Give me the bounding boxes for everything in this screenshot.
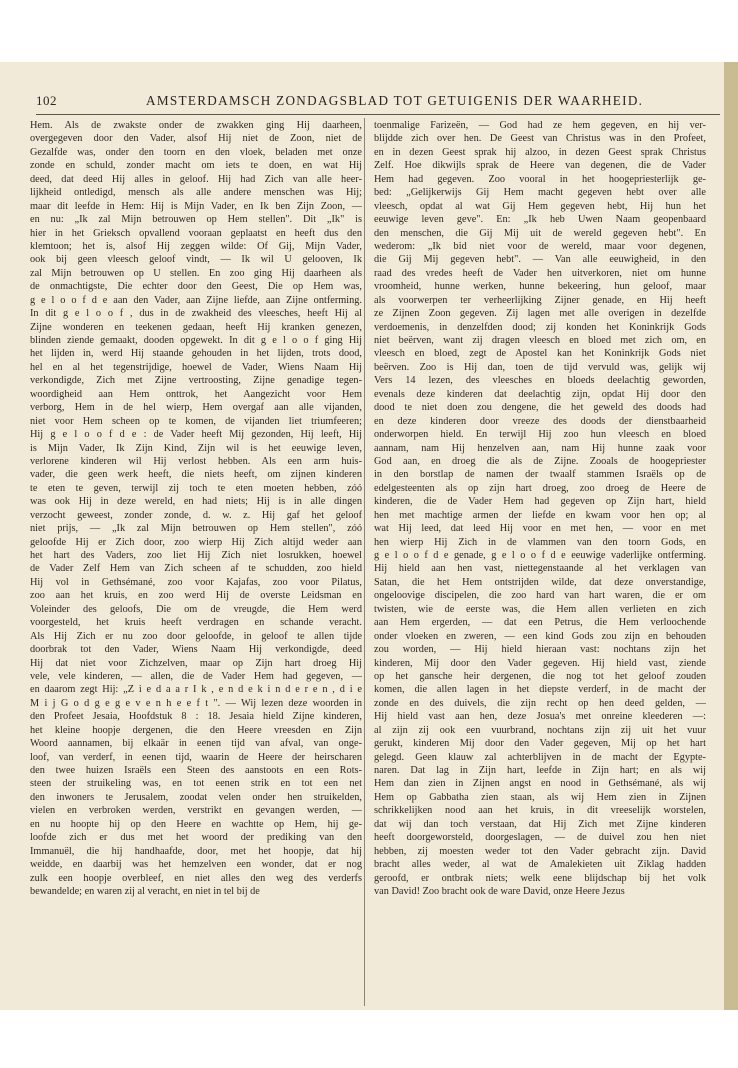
- text-line: bracht alles weder, al wat de Amalekieten uit Ziklag hadden: [374, 859, 706, 871]
- text-line: zulk een hoopje overbleef, en niet alles den weg des verderfs: [30, 872, 362, 884]
- text-line: vleesch en bloed, zegt de Apostel kan het Koninkrijk Gods niet: [374, 348, 706, 360]
- text-line: blinden ziende gemaakt, dooden opgewekt. In dit g e l o o f ging Hij: [30, 335, 362, 346]
- text-line: als voorwerpen ter verheerlijking Zijner genade, en Hij heeft: [374, 294, 706, 306]
- text-line: verzocht geweest, zonder zonde, d. w. z. Hij gaf het geloof: [30, 509, 362, 521]
- text-line: ze Zijnen Zoon gegeven. Zij lagen met alle overigen in dezelfde: [374, 308, 706, 320]
- text-line: Hij dat niet voor Zichzelven, maar op Zijn hart droeg Hij: [30, 657, 362, 669]
- text-line: niet voor Hem scheen op te komen, de vijanden liet triumfeeren;: [30, 415, 362, 427]
- text-line: wederom: „Ik bid niet voor de wereld, maar voor degenen,: [374, 240, 706, 252]
- text-line: den menschen, die Gij Mij uit de wereld gegeven hebt". En: [374, 227, 706, 239]
- text-line: schrikkelijken nood aan het kruis, in dit vreeselijk worstelen,: [374, 805, 706, 817]
- text-line: evenals deze kinderen dat deelachtig zijn, opdat Hij door den: [374, 388, 706, 400]
- text-line: weidde, en daarbij was het hemzelven een wonder, dat er nog: [30, 859, 362, 871]
- text-line: zal Mijn betrouwen op U stellen. En zoo ging Hij daarheen als: [30, 267, 362, 279]
- text-line: Hij hield vast aan hen, deze Josua's met onreine kleederen —:: [374, 711, 706, 723]
- header-rule: [36, 114, 720, 115]
- text-line: bed: „Gelijkerwijs Gij Hem macht gegeven hebt over alle: [374, 187, 706, 199]
- text-line: Als Hij Zich er nu zoo door geloofde, in geloof te allen tijde: [30, 630, 362, 642]
- text-line: onderworpen hield. En terwijl Hij zoo hun vleesch en bloed: [374, 429, 706, 441]
- text-line: beërven. Zoo is Hij dan, toen de tijd vervuld was, gelijk wij: [374, 361, 706, 373]
- text-line: hen met machtige armen der liefde en kwam voor hen op; al: [374, 509, 706, 521]
- text-line: ook bij geen vleesch geloof vindt, — Ik wil U gelooven, Ik: [30, 254, 362, 266]
- text-line: Hij vol in Gethsémané, zoo voor Kajafas, zoo voor Pilatus,: [30, 576, 362, 588]
- text-line: God aan, en droeg die als de Zijne. Zooals de hoogepriester: [374, 455, 706, 467]
- text-line: Hij hield aan hen vast, niettegenstaande al het verklagen van: [374, 563, 706, 575]
- text-line: geroofd, er ontbrak niets; welk eene blijdschap bij het volk: [374, 872, 706, 884]
- text-line: ongeloovige discipelen, die zoo hard van hart waren, die er om: [374, 590, 706, 602]
- text-line: naren. Dat lag in Zijn hart, leefde in Zijn hart; en als wij: [374, 765, 706, 776]
- text-line: klemtoon; het is, alsof Hij zeggen wilde: Of Gij, Mijn Vader,: [30, 240, 362, 252]
- text-line: wat Hij leed, dat leed Hij voor en met hen, — voor en met: [374, 523, 706, 535]
- text-line: vielen en verbroken werden, verstrikt en gevangen werden, —: [30, 805, 362, 817]
- text-line: doorbrak tot den Vader, Wiens Naam Hij verkondigde, deed: [30, 644, 362, 656]
- page-number: 102: [36, 93, 57, 108]
- text-line: overgegeven door den Vader, alsof Hij niet de Zoon, niet de: [30, 133, 362, 145]
- text-line: Satan, die het Hem ontstrijden wilde, dat deze onverstandige,: [374, 576, 706, 588]
- text-line: gerukt, kinderen Mij door den Vader gegeven, Mij op het hart: [374, 738, 706, 750]
- text-line: vele, vele kinderen, — allen, die de Vader Hem had gegeven, —: [30, 670, 362, 682]
- text-line: heeft doorgeworsteld, doorgeslagen, — de duivel zou hen niet: [374, 832, 706, 844]
- text-line: Zelf. Hoe dikwijls sprak de Heere van degenen, die de Vader: [374, 160, 706, 172]
- text-line: twisten, wie de eerste was, die Hem allen verlieten en zich: [374, 603, 706, 615]
- text-line: niet beërven, want zij dragen vleesch en bloed met zich om, en: [374, 335, 706, 346]
- page-header: [36, 93, 724, 111]
- text-line: het kleine hoopje dergenen, die den Heere vreesden en Zijn: [30, 724, 362, 736]
- text-line: verlorene kinderen wil Hij verlost hebben. Als een arm huis-: [30, 455, 362, 467]
- text-line: hen wierp Hij Zich in de vlammen van den toorn Gods, en: [374, 536, 706, 548]
- text-line: Vers 14 lezen, des vleesches en bloeds deelachtig geworden,: [374, 375, 706, 387]
- text-line: Hem dan zien in Zijnen angst en nood in Gethsémané, als wij: [374, 778, 706, 790]
- text-line: deed, dat deed Hij alles in geloof. Hij had Zich van alle heer-: [30, 173, 362, 185]
- text-line: aannam, nam Hij henzelven aan, nam Hij hunne zaak voor: [374, 442, 706, 454]
- text-line: M i j G o d g e g e v e n h e e f t ". — Wij lezen deze woorden in: [30, 697, 362, 709]
- text-line: al zijn zij ook een vuurbrand, nochtans zijn zij uit het vuur: [374, 724, 706, 736]
- text-line: woordigheid aan Hem onttrok, het Aangezicht voor Hem: [30, 388, 362, 400]
- text-line: verkondigde, Zich met Zijne vertroosting, Zijne genadige tegen-: [30, 375, 362, 387]
- text-line: lijkheid ontledigd, mensch als alle andere menschen was Hij;: [30, 187, 362, 199]
- text-line: Immanuël, die hij handhaafde, door, met het hoopje, dat hij: [30, 845, 362, 857]
- text-line: Hij g e l o o f d e : de Vader heeft Mij gezonden, Hij leeft, Hij: [30, 429, 362, 441]
- text-line: loofde zich er dus met het woord der prediking van den: [30, 832, 362, 844]
- text-line: is Mijn Vader, Ik Zijn Kind, Zijn wil is het eeuwige leven,: [30, 442, 362, 454]
- text-line: raad des vredes heeft de Vader hen uitverkoren, niet om hunne: [374, 267, 706, 279]
- text-line: te eten te geven, terwijl zij toch te eten moeten hebben, zóó: [30, 482, 362, 494]
- text-line: zonde en des duivels, die zijn recht op hen deed gelden, —: [374, 697, 706, 709]
- right-column: [374, 119, 706, 898]
- text-line: en deze kinderen door vreeze des doods der dienstbaarheid: [374, 415, 706, 427]
- running-title: AMSTERDAMSCH ZONDAGSBLAD TOT GETUIGENIS DER WAARHEID.: [146, 93, 644, 108]
- text-line: zonde en schuld, zonder macht om iets te doen, en wat Hij: [30, 160, 362, 172]
- text-line: onder vloeken en zweren, — een kind Gods zou zijn en behouden: [374, 630, 706, 642]
- text-line: g e l o o f d e aan den Vader, aan Zijne liefde, aan Zijne ontferming.: [30, 294, 362, 306]
- text-line: dat wij dan toch verstaan, dat Hij Zich met Zijne kinderen: [374, 818, 706, 830]
- text-line: steen der struikeling was, en tot eenen strik en tot een net: [30, 778, 362, 790]
- text-line: Hem op Gabbatha zien staan, als wij Hem zien in Zijnen: [374, 791, 706, 803]
- text-line: maar dit leefde in Hem: Hij is Mijn Vader, en Ik ben Zijn Zoon, —: [30, 200, 362, 212]
- text-line: het hart des Vaders, zoo liet Hij Zich niet losrukken, hoewel: [30, 550, 362, 561]
- text-line: en in dezen Geest sprak hij alzoo, in dezen Geest sprak Christus: [374, 146, 706, 158]
- text-line: den Profeet Jesaia, Hoofdstuk 8 : 18. Jesaia hield Zijne kinderen,: [30, 711, 362, 723]
- text-line: vleesch, opdat al wat Gij Hem gegeven hebt, Hij hun het: [374, 200, 706, 212]
- text-line: loof, van verderf, in eenen tijd, waarin de Heere der heirscharen: [30, 751, 362, 763]
- left-column: [30, 119, 362, 898]
- text-line: verdoemenis, in denzelfden dood; zij konden het Koninkrijk Gods: [374, 321, 706, 333]
- text-line: edelgesteenten als op zijn hart droeg, zoo droeg de Heere de: [374, 482, 706, 494]
- text-line: en nu: „Ik zal Mijn betrouwen op Hem stellen". Dit „Ik" is: [30, 214, 362, 226]
- text-line: hebben, zij moesten weder tot den Vader gebracht zijn. David: [374, 845, 706, 857]
- text-line: bewandelde; en waren zij al veracht, en niet in tel bij de: [30, 885, 260, 897]
- text-line: Voleinder des geloofs, Die om de vreugde, die Hem werd: [30, 603, 362, 615]
- text-line: eeuwige leven geve". En: „Ik heb Uwen Naam geopenbaard: [374, 214, 706, 226]
- text-line: voorgesteld, het kruis heeft verdragen en schande veracht.: [30, 617, 362, 629]
- text-line: zou worden, — Hij hield hieraan vast: nochtans zijn het: [374, 644, 706, 656]
- text-line: kinderen, die de Vader Hem had gegeven op Zijn hart, hield: [374, 496, 706, 508]
- text-line: den inwoners te Jerusalem, zoodat velen onder hen struikelden,: [30, 791, 362, 803]
- text-line: blijdde zich over hen. De Geest van Christus was in den Profeet,: [374, 133, 706, 145]
- text-line: die Gij Mij gegeven hebt". — Van alle eeuwigheid, in den: [374, 254, 706, 266]
- text-line: hier in het Grieksch opvallend vooraan geplaatst en heeft dus den: [30, 227, 362, 239]
- text-line: verborg, Hem in de hel wierp, Hem overgaf aan alle vijanden,: [30, 402, 362, 414]
- text-line: het lijden in, werd Hij staande gehouden in het lijden, trots dood,: [30, 348, 362, 360]
- text-line: van David! Zoo bracht ook de ware David, onze Heere Jezus: [374, 885, 625, 897]
- text-line: kinderen, Mij door den Vader gegeven. Hij hield vast, ziende: [374, 657, 706, 669]
- text-line: op het gansche heir dergenen, die nog tot het geloof zouden: [374, 670, 706, 682]
- text-line: was ook Hij in deze wereld, en had niets; Hij is in alle dingen: [30, 496, 362, 508]
- text-line: toenmalige Farizeën, — God had ze hem gegeven, en hij ver-: [374, 120, 706, 131]
- text-line: de Vader Zelf Hem van Zich scheen af te schudden, zoo hield: [30, 563, 362, 575]
- text-line: Gezalfde was, onder den toorn en den vloek, beladen met onze: [30, 146, 362, 158]
- text-line: de onmachtigste, Die echter door den Geest, Die op Hem was,: [30, 281, 362, 293]
- text-line: g e l o o f d e genade, g e l o o f d e eeuwige vaderlijke ontferming.: [374, 550, 706, 561]
- text-line: vroomheid, hunne werken, hunne bekeering, hun geloof, maar: [374, 281, 706, 293]
- text-line: In dit g e l o o f , dus in de zwakheid des vleesches, heeft Hij al: [30, 308, 362, 320]
- text-line: aan Hem ergerden, — dat een Petrus, die Hem verloochende: [374, 617, 706, 629]
- text-line: den twee huizen Israëls een Steen des aanstoots en een Rots-: [30, 765, 362, 776]
- page-edge: [724, 62, 738, 1010]
- text-line: komen, die allen lagen in het diepste verderf, in de macht der: [374, 684, 706, 696]
- text-line: Hem had gegeven. Zoo vooral in het hoogepriesterlijk ge-: [374, 173, 706, 185]
- text-line: zoo aan het kruis, en zoo werd Hij de overste Leidsman en: [30, 590, 362, 602]
- text-line: niet prijs, — „Ik zal Mijn betrouwen op Hem stellen", zóó: [30, 523, 362, 535]
- text-line: en daarom zegt Hij: „Z i e d a a r I k , e n d e k i n d e r e n , d i e: [30, 684, 362, 696]
- text-line: Zijne wonderen en teekenen gedaan, heeft Hij kranken genezen,: [30, 321, 362, 333]
- text-line: geloofde Hij er Zich door, zoo wierp Hij Zich altijd weder aan: [30, 536, 362, 548]
- text-line: hel en al het tegenstrijdige, hoewel de Vader, Wiens Naam Hij: [30, 361, 362, 373]
- text-line: Woord aannamen, bij elkaär in eenen tijd van afval, van onge-: [30, 738, 362, 750]
- text-line: en nu hoopte hij op den Heere en wachtte op Hem, hij ge-: [30, 818, 362, 830]
- text-line: dood te niet doen zou dengene, die het geweld des doods had: [374, 402, 706, 414]
- text-line: gelegd. Geen klauw zal achterblijven in de macht der Egypte-: [374, 751, 706, 763]
- text-line: in den borstlap de namen der twaalf stammen Israëls op de: [374, 469, 706, 481]
- text-line: Hem. Als de zwakste onder de zwakken ging Hij daarheen,: [30, 120, 362, 131]
- column-divider: [364, 118, 365, 1006]
- text-line: vader, die geen werk heeft, die niets heeft, om zijnen kinderen: [30, 469, 362, 481]
